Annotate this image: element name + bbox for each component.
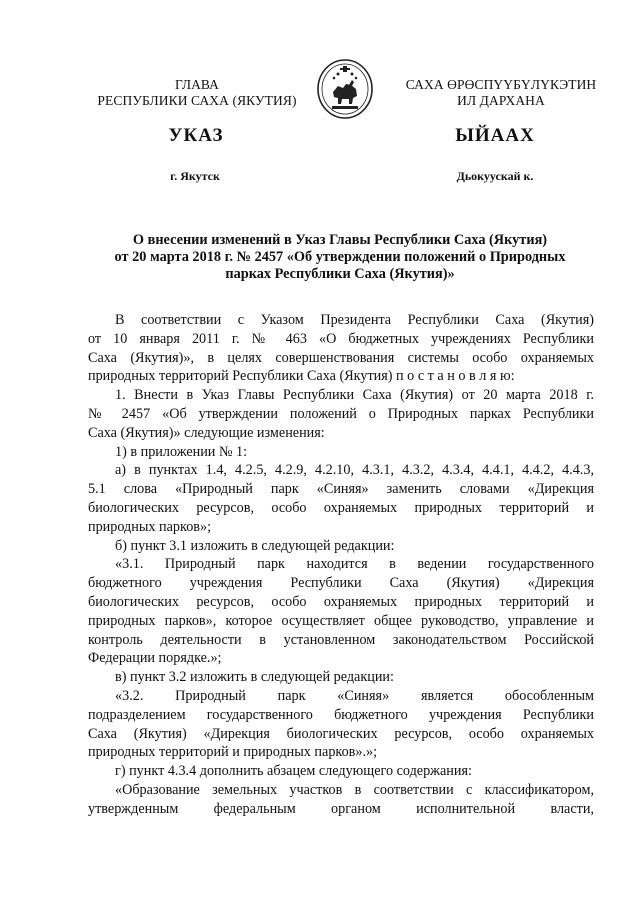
body-line: № 2457 «Об утверждении положений о Природных парках Республики (88, 405, 594, 422)
document-body (88, 311, 594, 819)
body-line: Федерации порядке.»; (88, 650, 222, 667)
body-line: контроль деятельности в установленном законодательством Российской (88, 631, 594, 648)
body-line: утвержденным федеральным органом исполнительной власти, (88, 800, 594, 817)
body-line: от 10 января 2011 г. № 463 «О бюджетных учреждениях Республики (88, 330, 594, 347)
issuer-republic-sakha: САХА ӨРӨСПҮҮБҮЛҮКЭТИН (405, 77, 597, 92)
body-line: природных парков»; (88, 518, 212, 535)
issuer-header-russian (84, 77, 310, 109)
doc-type-russian: УКАЗ (168, 125, 224, 146)
body-line: В соответствии с Указом Президента Республики Саха (Якутия) (115, 312, 594, 328)
document-title (90, 232, 590, 283)
issuer-republic: РЕСПУБЛИКИ САХА (ЯКУТИЯ) (97, 93, 297, 108)
body-line: 1. Внести в Указ Главы Республики Саха (Якутия) от 20 марта 2018 г. (115, 387, 594, 404)
body-line: природных территорий и природных парков».»; (88, 744, 378, 761)
body-line: бюджетного учреждения Республики Саха (Якутия) «Дирекция (88, 575, 594, 592)
body-line: природных территорий Республики Саха (Якутия) п о с т а н о в л я ю: (88, 368, 515, 385)
body-line: 5.1 слова «Природный парк «Синяя» заменить словами «Дирекция (88, 481, 594, 498)
issuer-title: ГЛАВА (174, 77, 220, 92)
body-line: природных парков», которое осуществляет общее руководство, управление и (88, 612, 594, 629)
body-line: г) пункт 4.3.4 дополнить абзацем следующего содержания: (115, 763, 472, 780)
title-line: О внесении изменений в Указ Главы Республики Саха (Якутия) (132, 232, 548, 248)
title-line: парках Республики Саха (Якутия)» (225, 266, 455, 282)
body-line: б) пункт 3.1 изложить в следующей редакции: (115, 537, 395, 554)
republic-emblem-icon (316, 58, 374, 120)
body-line: «Образование земельных участков в соответствии с классификатором, (115, 781, 594, 798)
body-line: подразделением государственного бюджетного учреждения Республики (88, 706, 594, 723)
doc-type-sakha: ЫЙААХ (455, 125, 535, 146)
body-line: в) пункт 3.2 изложить в следующей редакции: (115, 669, 394, 686)
body-line: биологических ресурсов, особо охраняемых природных территорий и (88, 499, 594, 516)
body-line: а) в пунктах 1.4, 4.2.5, 4.2.9, 4.2.10, 4.3.1, 4.3.2, 4.3.4, 4.4.1, 4.4.2, 4.4.3, (115, 462, 594, 479)
body-line: Саха (Якутия) «Дирекция биологических ресурсов, особо охраняемых (88, 725, 594, 742)
title-line: от 20 марта 2018 г. № 2457 «Об утверждении положений о Природных (114, 249, 566, 265)
city-russian: г. Якутск (170, 169, 220, 183)
body-line: 1) в приложении № 1: (115, 443, 248, 460)
body-line: «3.2. Природный парк «Синяя» является обособленным (115, 687, 594, 704)
issuer-title-sakha: ИЛ ДАРХАНА (457, 93, 545, 108)
body-line: биологических ресурсов, особо охраняемых природных территорий и (88, 593, 594, 610)
body-line: Саха (Якутия)», в целях совершенствования системы особо охраняемых (88, 349, 594, 366)
city-sakha: Дьокуускай к. (456, 169, 534, 183)
issuer-header-sakha (398, 77, 604, 109)
body-line: Саха (Якутия)» следующие изменения: (88, 424, 325, 441)
body-line: «3.1. Природный парк находится в ведении государственного (115, 556, 594, 573)
